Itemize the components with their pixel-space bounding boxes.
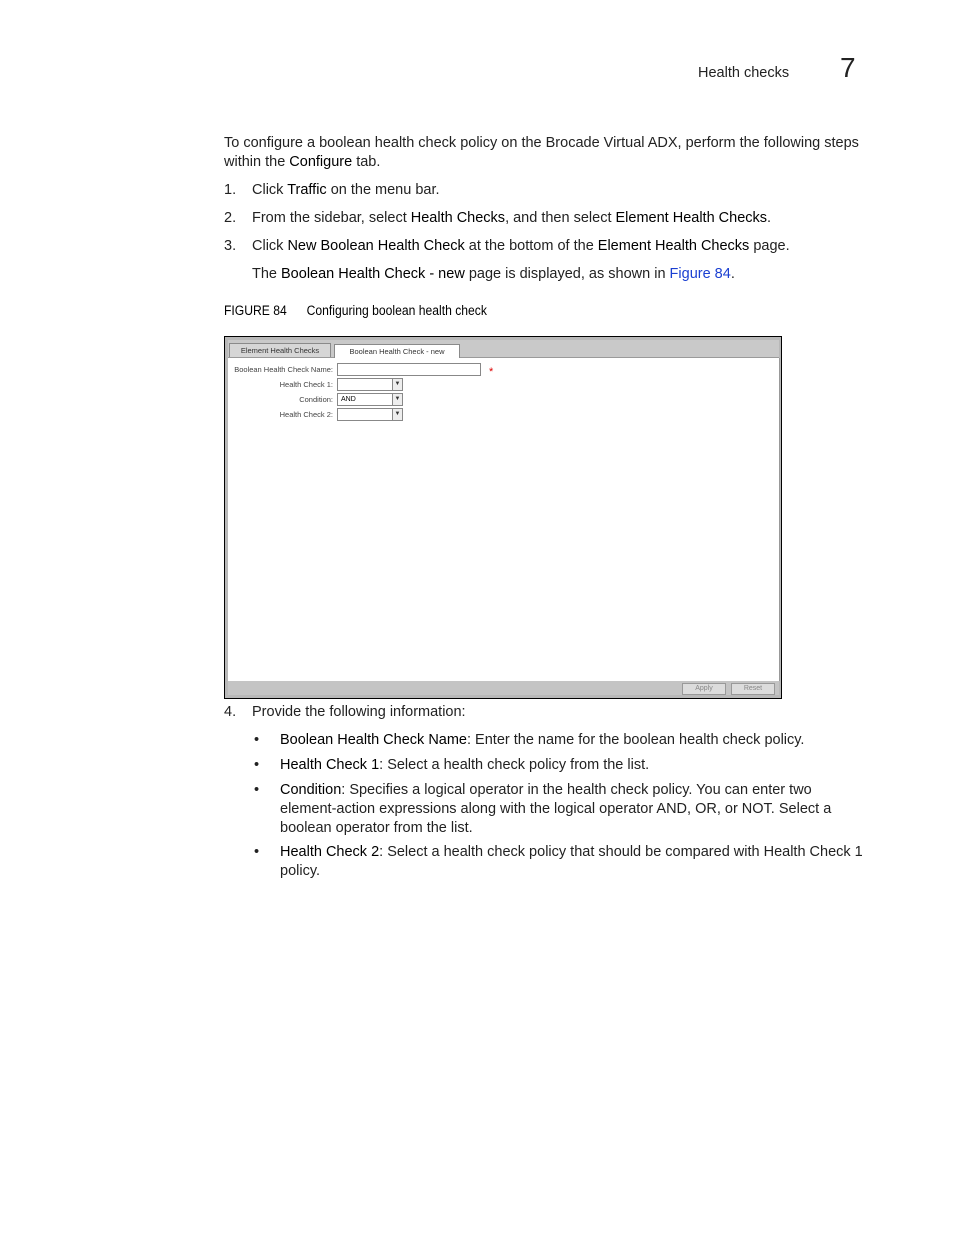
- bullet-text: : Select a health check policy that should be compared with Health Check 1 policy.: [280, 844, 863, 879]
- bullet-icon: •: [254, 732, 260, 748]
- note-text: The: [252, 266, 282, 282]
- step-text: page.: [749, 238, 790, 254]
- step-text: From the sidebar, select: [252, 210, 411, 226]
- chevron-down-icon: ▼: [392, 394, 402, 405]
- step-text: Click: [252, 182, 288, 198]
- step-number: 1.: [224, 182, 237, 198]
- tab-boolean-health-check-new[interactable]: Boolean Health Check - new: [334, 344, 460, 359]
- required-asterisk: *: [489, 366, 494, 378]
- boolean-health-check-name-input[interactable]: [337, 363, 481, 376]
- intro-text: To configure a boolean health check policy on the Brocade Virtual ADX, perform the following steps within the: [224, 135, 859, 170]
- intro-configure-term: Configure: [289, 154, 353, 170]
- tab-element-health-checks[interactable]: Element Health Checks: [229, 343, 331, 357]
- step-term: Traffic: [287, 182, 327, 198]
- bullet-term: Health Check 1: [280, 757, 380, 773]
- health-check-1-value: [338, 381, 341, 388]
- figure-screenshot: [224, 336, 782, 699]
- step-4: [224, 703, 466, 722]
- figure-link[interactable]: Figure 84: [669, 266, 731, 282]
- reset-button[interactable]: Reset: [731, 683, 775, 695]
- chevron-down-icon: ▼: [392, 409, 402, 420]
- step-text: Click: [252, 238, 288, 254]
- tab-bar: [228, 340, 779, 358]
- step-term: Health Checks: [410, 210, 506, 226]
- step-text: .: [767, 210, 772, 226]
- health-check-2-value: [338, 411, 341, 418]
- bullet-text: : Specifies a logical operator in the health check policy. You can enter two element-action expressions along with the logical operator AND, OR, or NOT. Select a boolean operator from the list.: [280, 782, 832, 836]
- step-2: [224, 209, 771, 228]
- health-check-2-select[interactable]: [337, 408, 403, 421]
- chevron-down-icon: ▼: [392, 379, 402, 390]
- figure-caption: [224, 303, 487, 318]
- chapter-number: 7: [840, 52, 856, 83]
- intro-paragraph: [224, 134, 874, 172]
- running-header-title: Health checks: [698, 65, 790, 81]
- note-text: page is displayed, as shown in: [464, 266, 670, 282]
- step-1: [224, 181, 440, 200]
- step-3-note: [252, 265, 735, 284]
- form-panel: [228, 358, 780, 681]
- apply-button[interactable]: Apply: [682, 683, 726, 695]
- step-number: 3.: [224, 238, 237, 254]
- step-term: New Boolean Health Check: [287, 238, 465, 254]
- step-text: at the bottom of the: [464, 238, 598, 254]
- screenshot-window: [228, 340, 779, 695]
- condition-label: Condition:: [299, 395, 333, 404]
- step-3: [224, 237, 790, 256]
- button-bar: [228, 681, 779, 695]
- bullet-text: : Select a health check policy from the list.: [379, 757, 650, 773]
- health-check-2-label: Health Check 2:: [279, 410, 333, 419]
- bullet-text: : Enter the name for the boolean health check policy.: [467, 732, 805, 748]
- condition-value: AND: [341, 396, 356, 403]
- bullet-term: Health Check 2: [280, 844, 380, 860]
- step-text: , and then select: [505, 210, 616, 226]
- step-number: 2.: [224, 210, 237, 226]
- bullet-term: Boolean Health Check Name: [280, 732, 467, 748]
- step-term: Element Health Checks: [597, 238, 750, 254]
- intro-text-end: tab.: [352, 154, 381, 170]
- note-term: Boolean Health Check - new: [281, 266, 465, 282]
- step-text: Provide the following information:: [252, 704, 466, 720]
- health-check-1-select[interactable]: [337, 378, 403, 391]
- step-term: Element Health Checks: [615, 210, 768, 226]
- step-number: 4.: [224, 704, 237, 720]
- health-check-1-label: Health Check 1:: [279, 380, 333, 389]
- note-text: .: [730, 266, 735, 282]
- figure-caption-text: Configuring boolean health check: [306, 303, 487, 318]
- step-text: on the menu bar.: [326, 182, 440, 198]
- bullet-icon: •: [254, 757, 260, 773]
- name-label: Boolean Health Check Name:: [234, 365, 333, 374]
- condition-select[interactable]: [337, 393, 403, 406]
- bullet-icon: •: [254, 844, 260, 860]
- bullet-term: Condition: [280, 782, 342, 798]
- figure-label: FIGURE 84: [224, 303, 287, 318]
- bullet-icon: •: [254, 782, 260, 798]
